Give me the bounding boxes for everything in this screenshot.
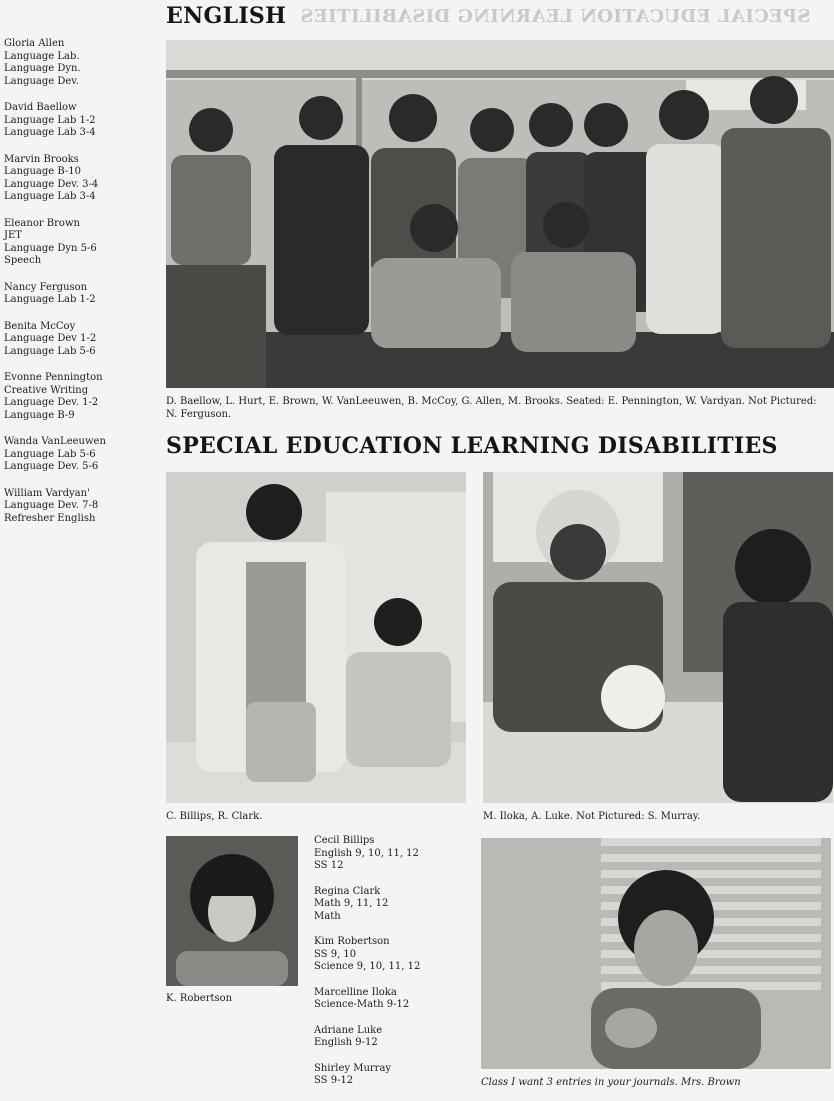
mrs-brown-photo xyxy=(481,838,831,1069)
english-photo-caption: D. Baellow, L. Hurt, E. Brown, W. VanLeeuwen, B. McCoy, G. Allen, M. Brooks. Seated: E. Pennington, W. Vardyan. Not Pictured: N. Ferguson. xyxy=(166,396,817,420)
roster-entry: Evonne Pennington Creative Writing Language Dev. 1-2 Language B-9 xyxy=(4,372,103,421)
english-heading: ENGLISH xyxy=(166,3,287,29)
roster-entry: Benita McCoy Language Dev 1-2 Language Lab 5-6 xyxy=(4,320,97,357)
roster-entry: Nancy Ferguson Language Lab 1-2 xyxy=(4,281,96,305)
special-ed-photo-left xyxy=(166,472,466,803)
english-group-photo xyxy=(166,40,834,388)
staff-entry: Regina Clark Math 9, 11, 12 Math xyxy=(314,885,389,922)
roster-entry: Eleanor Brown JET Language Dyn 5-6 Speech xyxy=(4,217,97,266)
roster-entry: Marvin Brooks Language B-10 Language Dev. 3-4 Language Lab 3-4 xyxy=(4,153,99,202)
staff-entry: Marcelline Iloka Science-Math 9-12 xyxy=(314,986,410,1010)
bleed-through-heading: SPECIAL EDUCATION LEARNING DISABILITIES xyxy=(300,6,811,27)
robertson-portrait xyxy=(166,836,298,986)
special-ed-right-caption: M. Iloka, A. Luke. Not Pictured: S. Murray. xyxy=(483,811,701,822)
mrs-brown-caption: Class I want 3 entries in your journals. Mrs. Brown xyxy=(481,1077,741,1088)
special-ed-photo-right xyxy=(483,472,833,803)
roster-entry: David Baellow Language Lab 1-2 Language Lab 3-4 xyxy=(4,102,96,138)
special-ed-staff-list xyxy=(314,835,464,1101)
staff-entry: Adriane Luke English 9-12 xyxy=(314,1024,383,1048)
roster-entry: William Vardyan' Language Dev. 7-8 Refresher English xyxy=(4,487,99,524)
special-ed-left-caption: C. Billips, R. Clark. xyxy=(166,811,263,822)
staff-entry: Kim Robertson SS 9, 10 Science 9, 10, 11, 12 xyxy=(314,936,421,972)
staff-entry: Cecil Billips English 9, 10, 11, 12 SS 12 xyxy=(314,835,419,871)
special-ed-heading: SPECIAL EDUCATION LEARNING DISABILITIES xyxy=(166,433,778,459)
staff-entry: Shirley Murray SS 9-12 xyxy=(314,1062,392,1086)
roster-entry: Wanda VanLeeuwen Language Lab 5-6 Language Dev. 5-6 xyxy=(4,436,106,472)
english-roster xyxy=(4,38,154,539)
roster-entry: Gloria Allen Language Lab. Language Dyn. Language Dev. xyxy=(4,38,81,87)
robertson-portrait-caption: K. Robertson xyxy=(166,993,233,1004)
